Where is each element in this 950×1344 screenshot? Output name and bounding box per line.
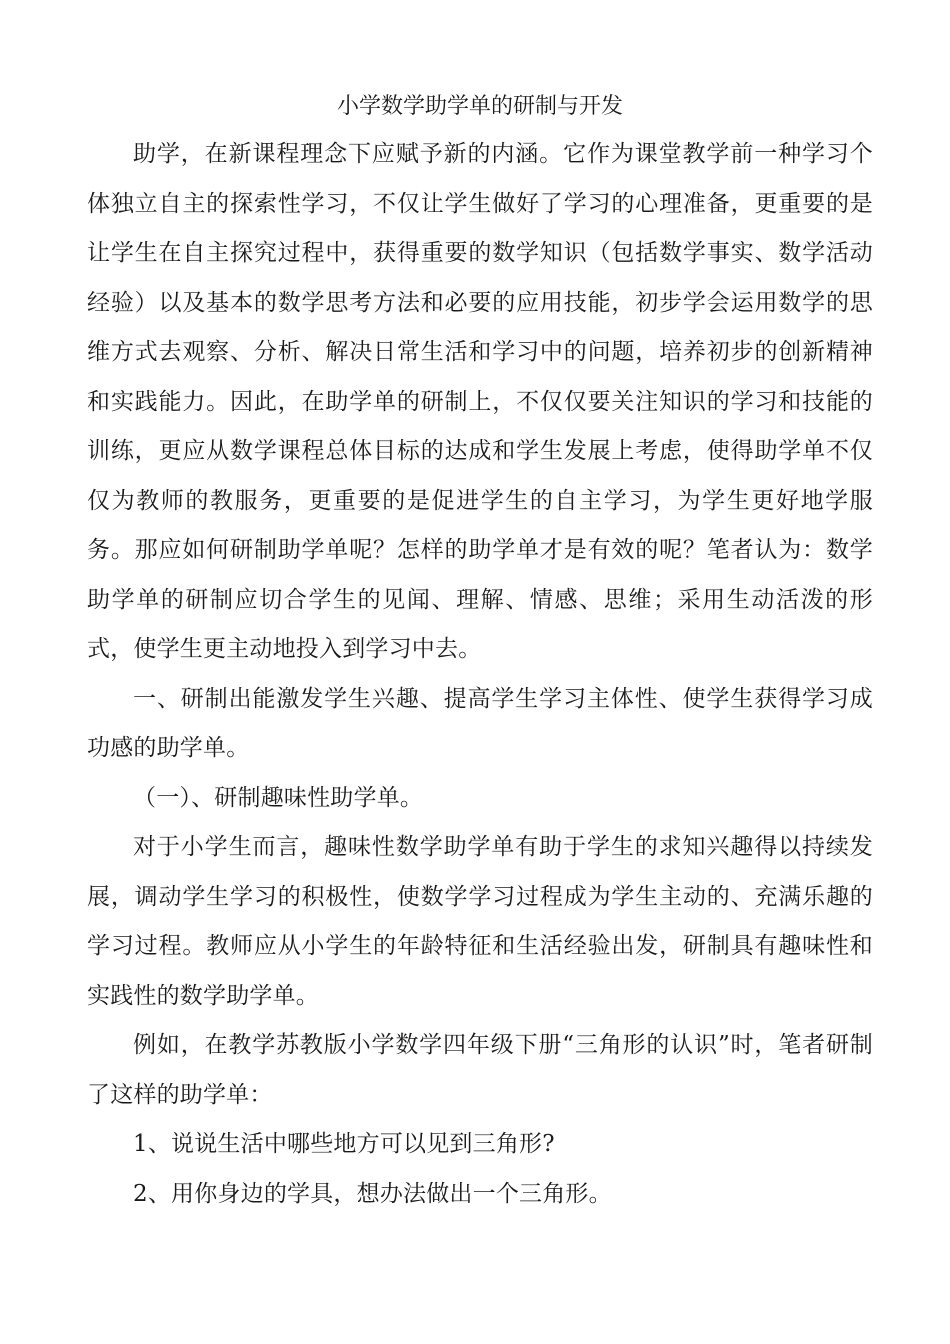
paragraph-example: 例如，在教学苏教版小学数学四年级下册“三角形的认识”时，笔者研制了这样的助学单：	[87, 1032, 873, 1108]
paragraph-interest: 对于小学生而言，趣味性数学助学单有助于学生的求知兴趣得以持续发展，调动学生学习的积极性，使数学学习过程成为学生主动的、充满乐趣的学习过程。教师应从小学生的年龄特征和生活经验出发，研制具有趣味性和实践性的数学助学单。	[87, 834, 873, 1009]
list-item-1: 1、说说生活中哪些地方可以见到三角形?	[133, 1131, 555, 1157]
document-body	[87, 92, 873, 1219]
paragraph-intro: 助学，在新课程理念下应赋予新的内涵。它作为课堂教学前一种学习个体独立自主的探索性学习，不仅让学生做好了学习的心理准备，更重要的是让学生在自主探究过程中，获得重要的数学知识（包括数学事实、数学活动经验）以及基本的数学思考方法和必要的应用技能，初步学会运用数学的思维方式去观察、分析、解决日常生活和学习中的问题，培养初步的创新精神和实践能力。因此，在助学单的研制上，不仅仅要关注知识的学习和技能的训练，更应从数学课程总体目标的达成和学生发展上考虑，使得助学单不仅仅为教师的教服务，更重要的是促进学生的自主学习，为学生更好地学服务。那应如何研制助学单呢？怎样的助学单才是有效的呢？笔者认为：数学助学单的研制应切合学生的见闻、理解、情感、思维；采用生动活泼的形式，使学生更主动地投入到学习中去。	[87, 141, 873, 662]
paragraph-subsection-one: （一）、研制趣味性助学单。	[133, 784, 424, 811]
document-title: 小学数学助学单的研制与开发	[336, 94, 623, 119]
paragraph-section-one: 一、研制出能激发学生兴趣、提高学生学习主体性、使学生获得学习成功感的助学单。	[87, 685, 873, 761]
list-item-2: 2、用你身边的学具，想办法做出一个三角形。	[133, 1180, 612, 1207]
